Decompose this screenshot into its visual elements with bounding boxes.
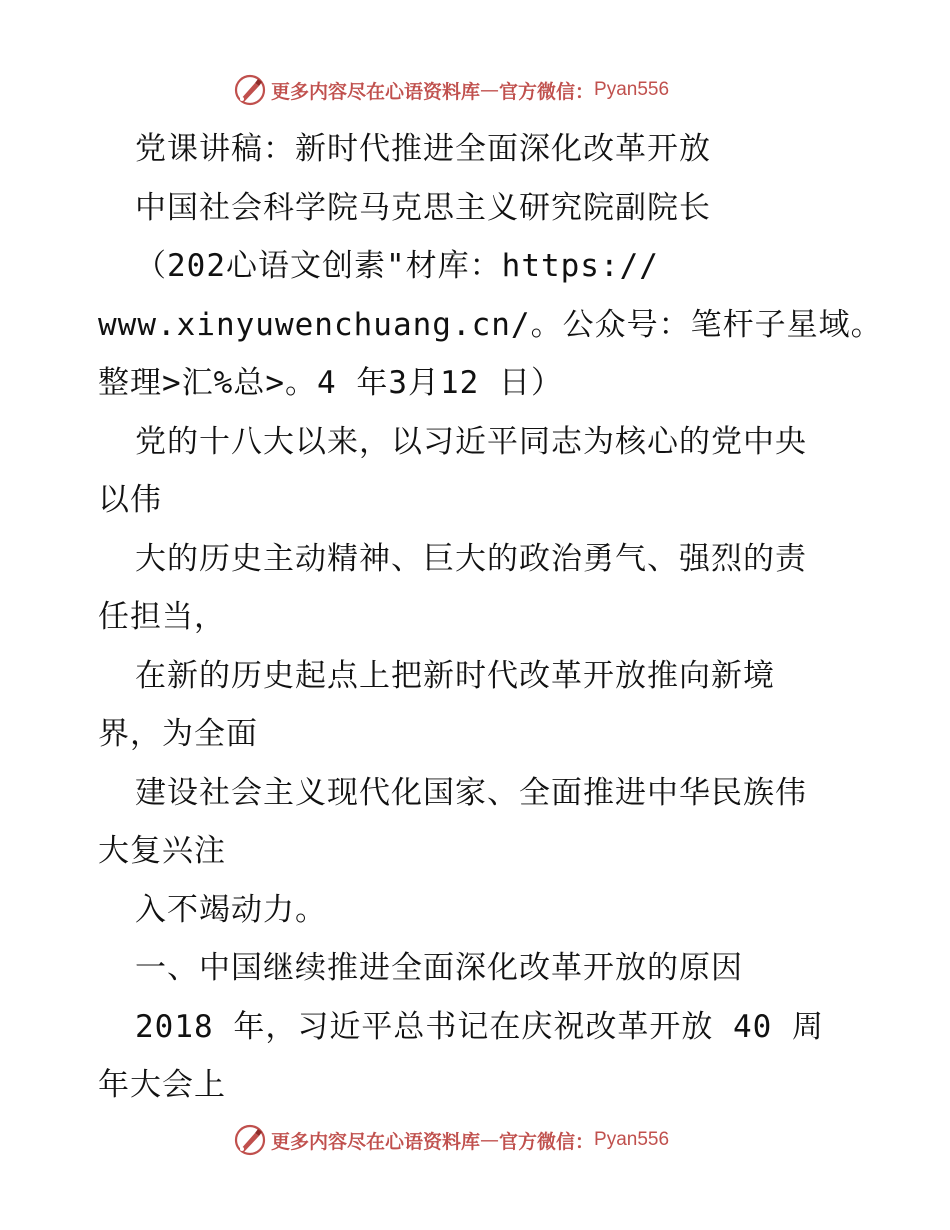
banner-wechat-label: 官方微信： (499, 1130, 595, 1153)
header-banner[interactable] (233, 72, 669, 108)
doc-source-line: （202心语文创素"材库：https:// (135, 248, 659, 284)
paragraph-line: 大的历史主动精神、巨大的政治勇气、强烈的责 (135, 540, 807, 577)
banner-site-name: 更多内容尽在心语资料库 (271, 1130, 481, 1153)
banner-dash: — (480, 79, 500, 101)
banner-site-name: 更多内容尽在心语资料库 (271, 80, 481, 103)
paragraph-line: 年大会上 (98, 1067, 226, 1103)
banner-wechat-id: Pyan556 (594, 79, 670, 100)
paragraph-line: 以伟 (98, 482, 162, 518)
section-heading: 一、中国继续推进全面深化改革开放的原因 (135, 950, 743, 986)
paragraph-line: 在新的历史起点上把新时代改革开放推向新境 (135, 657, 775, 694)
footer-banner[interactable] (233, 1122, 669, 1158)
doc-title: 党课讲稿：新时代推进全面深化改革开放 (135, 131, 711, 167)
paragraph-line: 任担当， (98, 599, 226, 635)
pen-logo-icon (233, 73, 267, 107)
doc-date-line: 整理>汇%总>。4 年3月12 日） (98, 365, 563, 401)
banner-dash: — (480, 1129, 500, 1151)
paragraph-line: 入不竭动力。 (135, 891, 327, 928)
doc-author: 中国社会科学院马克思主义研究院副院长 (135, 189, 711, 226)
paragraph-line: 界，为全面 (98, 716, 258, 752)
pen-logo-icon (233, 1123, 267, 1157)
doc-source-url: www.xinyuwenchuang.cn/。公众号：笔杆子星域。 (98, 306, 883, 343)
banner-wechat-id: Pyan556 (594, 1129, 670, 1150)
paragraph-line: 大复兴注 (98, 833, 226, 869)
document-body (98, 120, 883, 1115)
paragraph-line: 建设社会主义现代化国家、全面推进中华民族伟 (135, 774, 807, 811)
banner-wechat-label: 官方微信： (499, 80, 595, 103)
paragraph-line: 2018 年，习近平总书记在庆祝改革开放 40 周 (135, 1008, 824, 1045)
paragraph-line: 党的十八大以来，以习近平同志为核心的党中央 (135, 423, 807, 460)
